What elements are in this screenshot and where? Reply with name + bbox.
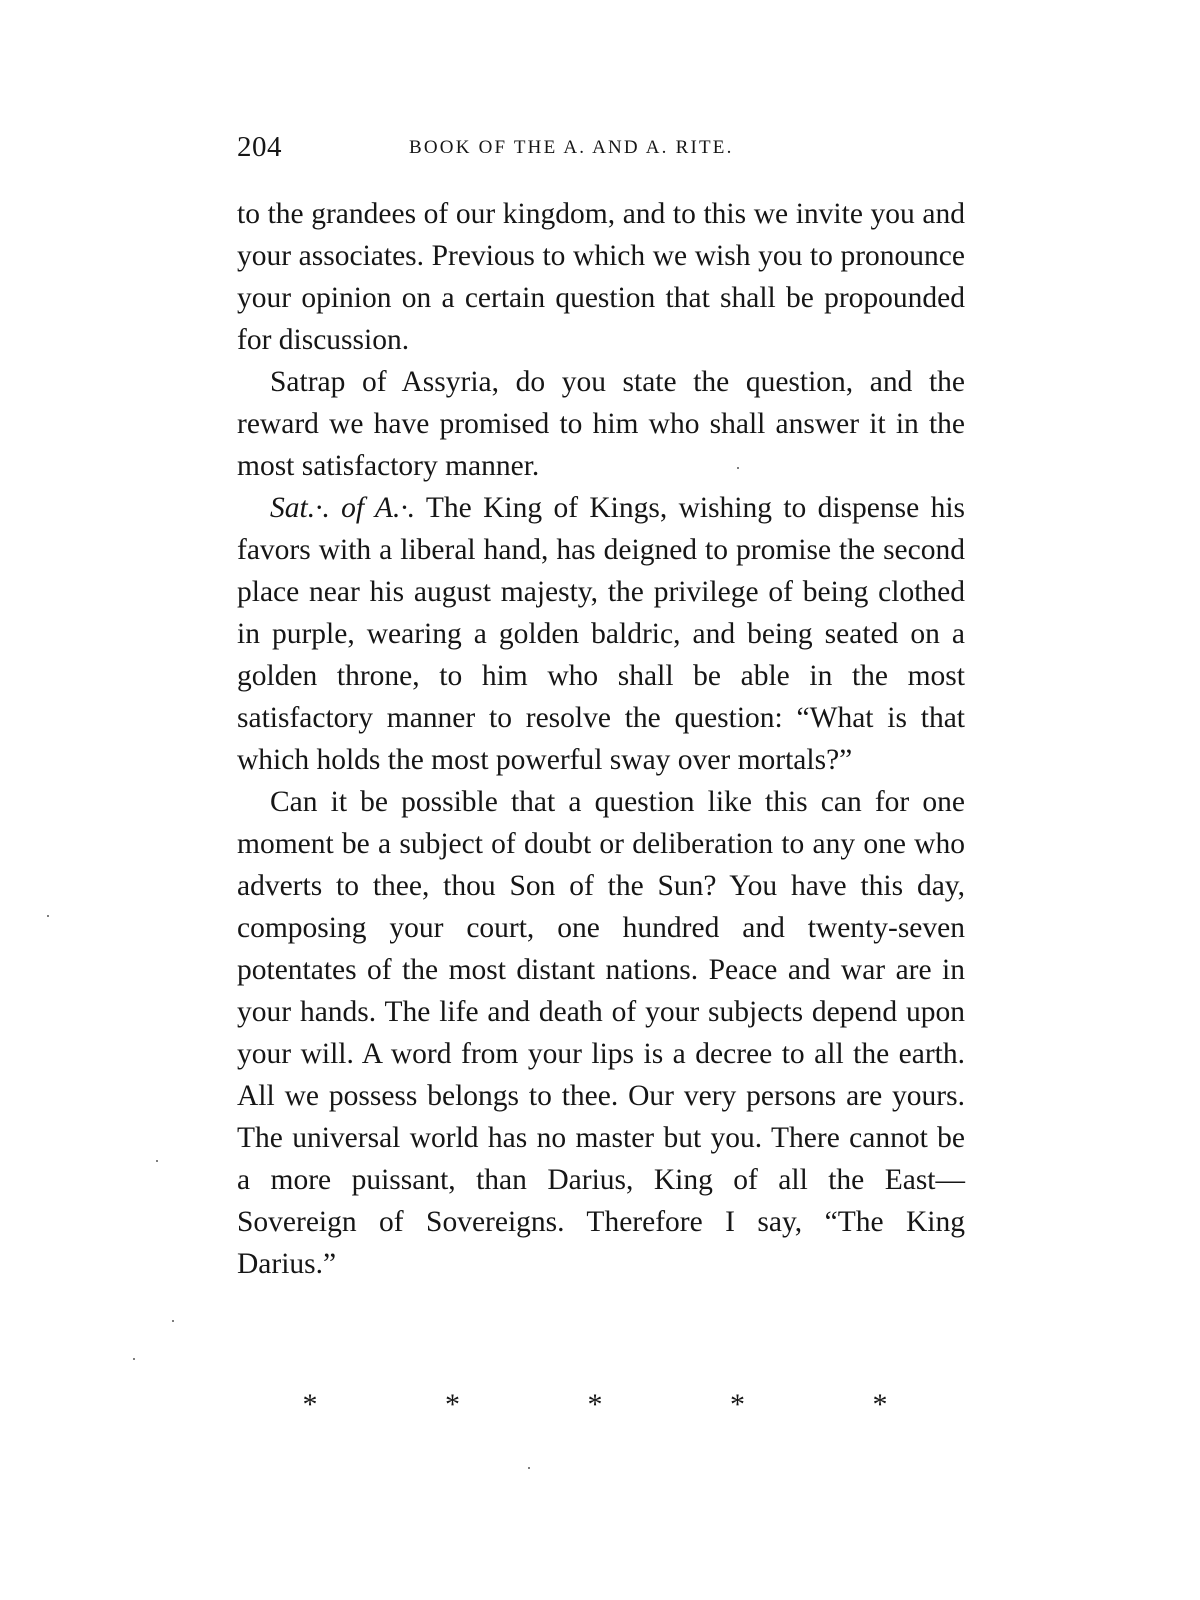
asterism-divider bbox=[300, 1385, 890, 1425]
speech-text: The King of Kings, wishing to dispense his favors with a liberal hand, has deigned to promise the second place near his august majesty, the privilege of being clothed in purple, wearing a golden baldric, and being seated on a golden throne, to him who shall be able in the most satisfactory manner to resolve the question: “What is that which holds the most powerful sway over mortals?” bbox=[237, 492, 965, 776]
page-number: 204 bbox=[237, 131, 282, 163]
paper-speck bbox=[133, 1358, 135, 1360]
paper-speck bbox=[172, 1320, 174, 1322]
paragraph-satrap-instruction: Satrap of Assyria, do you state the question, and the reward we have promised to him who shall answer it in the most satisfactory manner. bbox=[237, 366, 965, 482]
asterisk: * bbox=[445, 1388, 460, 1421]
paragraph-satrap-speech bbox=[237, 487, 965, 781]
paper-speck bbox=[737, 467, 739, 469]
body-text bbox=[237, 193, 965, 1285]
asterisk: * bbox=[730, 1388, 745, 1421]
paper-speck bbox=[47, 915, 49, 917]
asterisk: * bbox=[872, 1388, 888, 1421]
running-head bbox=[237, 128, 977, 168]
paper-speck bbox=[156, 1160, 158, 1162]
paper-speck bbox=[528, 1467, 530, 1469]
asterisk: * bbox=[302, 1388, 318, 1421]
paragraph-king-answer: Can it be possible that a question like this can for one moment be a subject of doubt or deliberation to any one who adverts to thee, thou Son of the Sun? You have this day, composing your court, one hundred and twenty-seven potentates of the most distant nations. Peace and war are in your hands. The life and death of your subjects depend upon your will. A word from your lips is a decree to all the earth. All we possess belongs to thee. Our very persons are yours. The universal world has no master but you. There cannot be a more puissant, than Darius, King of all the East—Sovereign of Sovereigns. Therefore I say, “The King Darius.” bbox=[237, 786, 965, 1280]
speaker-label: Sat.·. of A.·. bbox=[270, 492, 416, 524]
running-head-title: BOOK OF THE A. AND A. RITE. bbox=[409, 137, 734, 158]
asterisk: * bbox=[587, 1388, 603, 1421]
paragraph-continued: to the grandees of our kingdom, and to this we invite you and your associates. Previous to which we wish you to pronounce your opinion on a certain question that shall be propounded for discussion. bbox=[237, 198, 965, 356]
